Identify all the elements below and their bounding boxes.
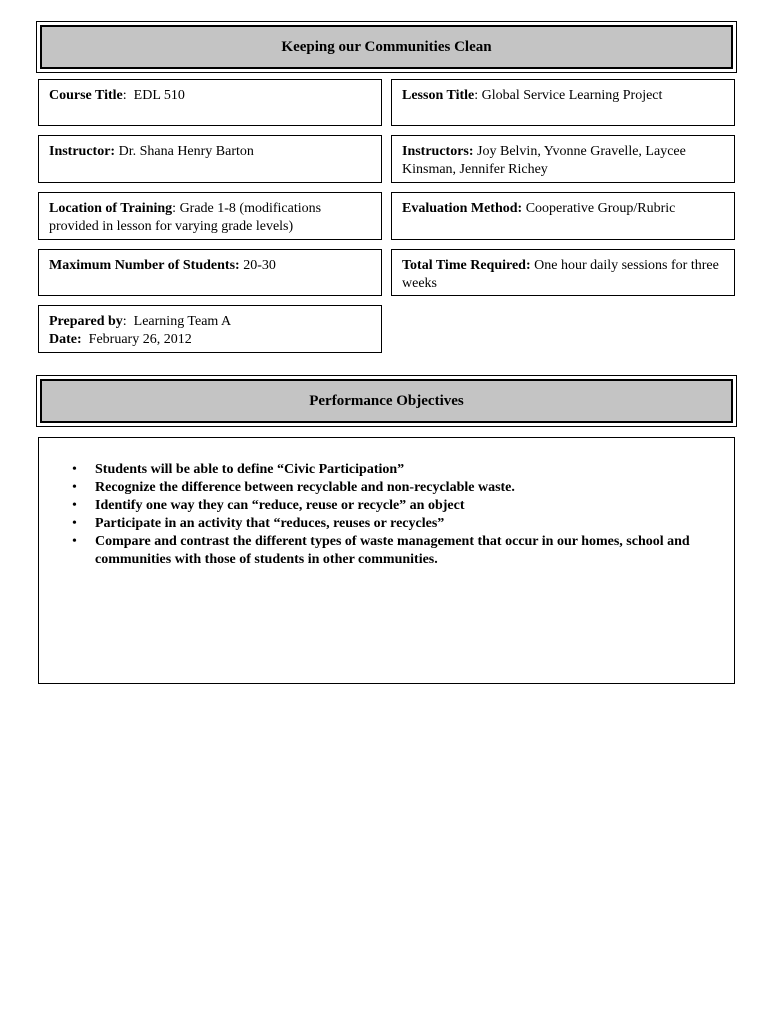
max-students-field — [38, 249, 382, 296]
max-students-value: 20-30 — [243, 258, 276, 273]
bullet-icon: • — [72, 516, 77, 531]
prepared-by-field — [38, 305, 382, 353]
objective-text: Recognize the difference between recyclable and non-recyclable waste. — [95, 480, 515, 495]
prepared-by-line — [49, 313, 371, 331]
lesson-title-field — [391, 79, 735, 126]
lesson-title-label: Lesson Title — [402, 88, 475, 103]
objectives-title: Performance Objectives — [40, 379, 733, 423]
total-time-value: One hour daily sessions for three weeks — [402, 258, 719, 291]
instructor-label: Instructor: — [49, 144, 116, 159]
instructor-value: Dr. Shana Henry Barton — [118, 144, 254, 159]
date-sep — [82, 332, 89, 347]
total-time-field — [391, 249, 735, 296]
prepared-by-value: Learning Team A — [133, 314, 232, 329]
max-students-label: Maximum Number of Students: — [49, 258, 240, 273]
bullet-icon: • — [72, 480, 77, 495]
bullet-icon: • — [72, 534, 77, 549]
objective-text: Compare and contrast the different types of waste management that occur in our homes, school and communities with those of students in other communities. — [95, 534, 690, 567]
lesson-title-value: Global Service Learning Project — [481, 88, 663, 103]
date-label: Date: — [49, 332, 82, 347]
title-banner — [36, 21, 737, 73]
page-title: Keeping our Communities Clean — [40, 25, 733, 69]
location-value: Grade 1-8 (modifications provided in lesson for varying grade levels) — [49, 201, 322, 234]
location-label: Location of Training — [49, 201, 173, 216]
evaluation-value: Cooperative Group/Rubric — [525, 201, 676, 216]
objectives-list — [39, 461, 722, 569]
instructors-label: Instructors: — [402, 144, 474, 159]
objective-item — [39, 533, 722, 569]
bullet-icon: • — [72, 462, 77, 477]
objective-text: Students will be able to define “Civic Participation” — [95, 462, 405, 477]
date-value: February 26, 2012 — [88, 332, 192, 347]
course-title-field — [38, 79, 382, 126]
course-title-label: Course Title — [49, 88, 123, 103]
evaluation-field — [391, 192, 735, 240]
objectives-box — [38, 437, 735, 684]
course-title-value: EDL 510 — [133, 88, 185, 103]
bullet-icon: • — [72, 498, 77, 513]
objective-item — [39, 497, 722, 515]
evaluation-label: Evaluation Method: — [402, 201, 523, 216]
objectives-banner — [36, 375, 737, 427]
instructors-value: Joy Belvin, Yvonne Gravelle, Laycee Kinsman, Jennifer Richey — [402, 144, 686, 177]
objective-item — [39, 479, 722, 497]
instructor-field — [38, 135, 382, 183]
objective-text: Identify one way they can “reduce, reuse or recycle” an object — [95, 498, 465, 513]
instructors-field — [391, 135, 735, 183]
objective-item — [39, 515, 722, 533]
course-title-sep: : — [122, 88, 134, 103]
date-line — [49, 331, 371, 349]
objective-item — [39, 461, 722, 479]
objective-text: Participate in an activity that “reduces, reuses or recycles” — [95, 516, 445, 531]
location-sep: : — [172, 201, 180, 216]
prepared-by-sep: : — [122, 314, 134, 329]
location-field — [38, 192, 382, 240]
prepared-by-label: Prepared by — [49, 314, 123, 329]
lesson-title-sep: : — [474, 88, 482, 103]
total-time-label: Total Time Required: — [402, 258, 531, 273]
